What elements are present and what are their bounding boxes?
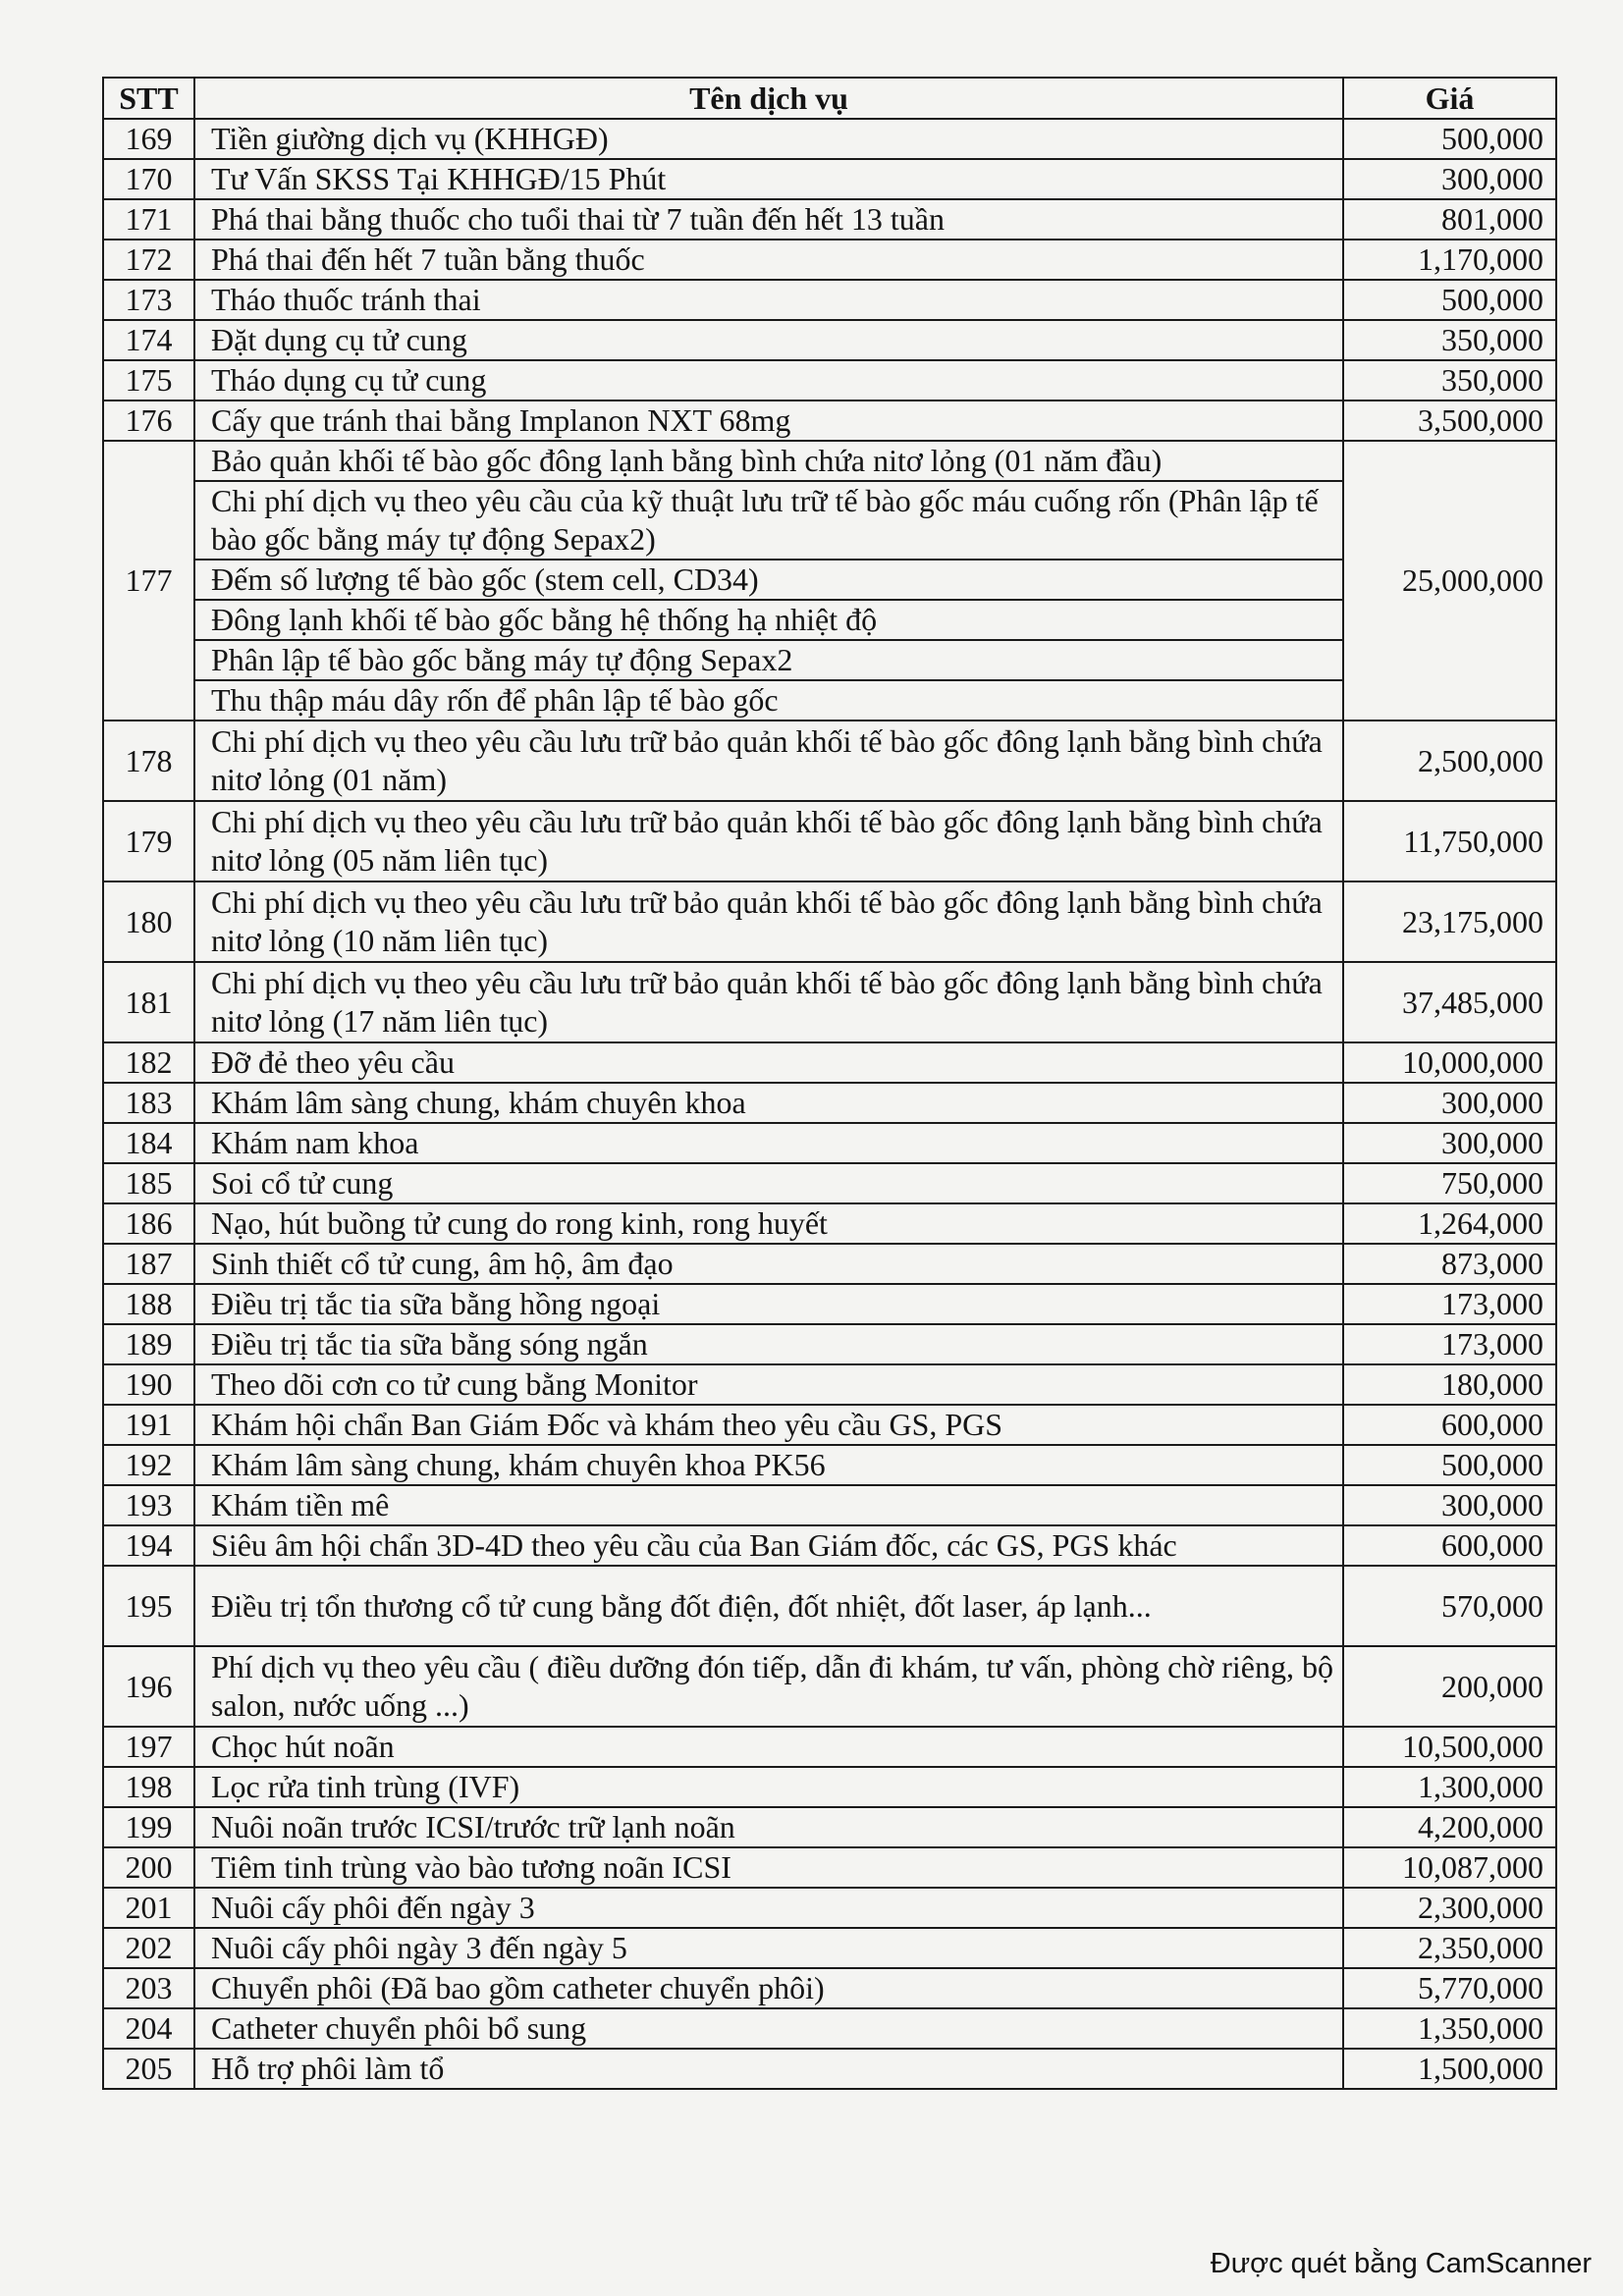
row-stt: 188 xyxy=(103,1284,194,1324)
row-price: 180,000 xyxy=(1343,1364,1556,1405)
scanner-footer: Được quét bằng CamScanner xyxy=(1210,2248,1592,2279)
group-sub-item: Bảo quản khối tế bào gốc đông lạnh bằng bình chứa nitơ lỏng (01 năm đầu) xyxy=(211,443,1163,478)
row-service-name: Khám lâm sàng chung, khám chuyên khoa PK56 xyxy=(194,1445,1343,1485)
row-price: 300,000 xyxy=(1343,1083,1556,1123)
group-sub-item: Đông lạnh khối tế bào gốc bằng hệ thống hạ nhiệt độ xyxy=(195,599,1342,639)
row-stt: 191 xyxy=(103,1405,194,1445)
table-row xyxy=(103,1042,1556,1083)
table-row xyxy=(103,1324,1556,1364)
row-price: 801,000 xyxy=(1343,199,1556,240)
row-price: 173,000 xyxy=(1343,1284,1556,1324)
row-price: 23,175,000 xyxy=(1343,881,1556,962)
row-stt: 205 xyxy=(103,2049,194,2089)
row-service-name: Điều trị tổn thương cổ tử cung bằng đốt điện, đốt nhiệt, đốt laser, áp lạnh... xyxy=(194,1566,1343,1646)
table-row xyxy=(103,1566,1556,1646)
table-row xyxy=(103,881,1556,962)
table-row xyxy=(103,1284,1556,1324)
group-sub-item: Phân lập tế bào gốc bằng máy tự động Sepax2 xyxy=(195,639,1342,679)
row-price: 2,500,000 xyxy=(1343,721,1556,801)
table-row xyxy=(103,1244,1556,1284)
row-service-name: Theo dõi cơn co tử cung bằng Monitor xyxy=(194,1364,1343,1405)
table-row xyxy=(103,1083,1556,1123)
table-row xyxy=(103,1727,1556,1767)
row-service-name: Khám nam khoa xyxy=(194,1123,1343,1163)
row-service-name: Khám hội chẩn Ban Giám Đốc và khám theo yêu cầu GS, PGS xyxy=(194,1405,1343,1445)
row-service-name: Phá thai bằng thuốc cho tuổi thai từ 7 tuần đến hết 13 tuần xyxy=(194,199,1343,240)
table-row xyxy=(103,199,1556,240)
table-row xyxy=(103,1405,1556,1445)
row-service-name: Hỗ trợ phôi làm tổ xyxy=(194,2049,1343,2089)
group-sub-item: Đếm số lượng tế bào gốc (stem cell, CD34) xyxy=(195,559,1342,599)
row-price: 600,000 xyxy=(1343,1525,1556,1566)
table-row xyxy=(103,280,1556,320)
table-row xyxy=(103,801,1556,881)
row-stt: 171 xyxy=(103,199,194,240)
row-service-name: Chi phí dịch vụ theo yêu cầu lưu trữ bảo quản khối tế bào gốc đông lạnh bằng bình chứa nitơ lỏng (17 năm liên tục) xyxy=(194,962,1343,1042)
row-price: 873,000 xyxy=(1343,1244,1556,1284)
row-service-name: Nuôi cấy phôi ngày 3 đến ngày 5 xyxy=(194,1928,1343,1968)
row-stt: 190 xyxy=(103,1364,194,1405)
row-service-name: Đặt dụng cụ tử cung xyxy=(194,320,1343,360)
table-row xyxy=(103,2049,1556,2089)
row-service-name: Phá thai đến hết 7 tuần bằng thuốc xyxy=(194,240,1343,280)
row-stt: 176 xyxy=(103,400,194,441)
row-stt: 197 xyxy=(103,1727,194,1767)
table-row-group-177 xyxy=(103,441,1556,721)
row-price: 1,500,000 xyxy=(1343,2049,1556,2089)
row-stt: 196 xyxy=(103,1646,194,1727)
table-row xyxy=(103,1445,1556,1485)
header-row xyxy=(103,78,1556,119)
table-body xyxy=(103,119,1556,2089)
row-stt: 184 xyxy=(103,1123,194,1163)
row-price: 3,500,000 xyxy=(1343,400,1556,441)
row-price: 10,087,000 xyxy=(1343,1847,1556,1888)
row-stt: 173 xyxy=(103,280,194,320)
row-stt: 179 xyxy=(103,801,194,881)
header-stt: STT xyxy=(103,78,194,119)
row-service-name: Tiêm tinh trùng vào bào tương noãn ICSI xyxy=(194,1847,1343,1888)
row-stt: 199 xyxy=(103,1807,194,1847)
row-service-name: Lọc rửa tinh trùng (IVF) xyxy=(194,1767,1343,1807)
row-stt: 182 xyxy=(103,1042,194,1083)
row-stt: 201 xyxy=(103,1888,194,1928)
row-stt: 204 xyxy=(103,2008,194,2049)
row-stt: 174 xyxy=(103,320,194,360)
row-service-name: Chi phí dịch vụ theo yêu cầu lưu trữ bảo quản khối tế bào gốc đông lạnh bằng bình chứa nitơ lỏng (01 năm) xyxy=(194,721,1343,801)
row-stt: 185 xyxy=(103,1163,194,1203)
table-row xyxy=(103,1203,1556,1244)
table-row xyxy=(103,1646,1556,1727)
table-row xyxy=(103,1485,1556,1525)
group-sub-item: Thu thập máu dây rốn để phân lập tế bào gốc xyxy=(195,679,1342,720)
row-service-name: Siêu âm hội chẩn 3D-4D theo yêu cầu của Ban Giám đốc, các GS, PGS khác xyxy=(194,1525,1343,1566)
row-service-name: Khám lâm sàng chung, khám chuyên khoa xyxy=(194,1083,1343,1123)
table-row xyxy=(103,240,1556,280)
row-stt: 187 xyxy=(103,1244,194,1284)
row-service-name: Điều trị tắc tia sữa bằng hồng ngoại xyxy=(194,1284,1343,1324)
row-stt: 202 xyxy=(103,1928,194,1968)
table-row xyxy=(103,1888,1556,1928)
row-price: 2,350,000 xyxy=(1343,1928,1556,1968)
table-row xyxy=(103,320,1556,360)
row-service-name: Nuôi noãn trước ICSI/trước trữ lạnh noãn xyxy=(194,1807,1343,1847)
row-service-name: Tháo thuốc tránh thai xyxy=(194,280,1343,320)
row-stt: 186 xyxy=(103,1203,194,1244)
row-price: 10,000,000 xyxy=(1343,1042,1556,1083)
row-price: 300,000 xyxy=(1343,159,1556,199)
row-stt: 198 xyxy=(103,1767,194,1807)
table-row xyxy=(103,1847,1556,1888)
table-row xyxy=(103,721,1556,801)
row-stt: 181 xyxy=(103,962,194,1042)
row-stt: 183 xyxy=(103,1083,194,1123)
row-service-name: Chuyển phôi (Đã bao gồm catheter chuyển phôi) xyxy=(194,1968,1343,2008)
row-service-name: Chọc hút noãn xyxy=(194,1727,1343,1767)
table-row xyxy=(103,1364,1556,1405)
table-row xyxy=(103,119,1556,159)
row-price: 200,000 xyxy=(1343,1646,1556,1727)
price-table xyxy=(102,77,1557,2090)
row-price: 570,000 xyxy=(1343,1566,1556,1646)
row-service-name: Chi phí dịch vụ theo yêu cầu lưu trữ bảo quản khối tế bào gốc đông lạnh bằng bình chứa nitơ lỏng (05 năm liên tục) xyxy=(194,801,1343,881)
row-stt: 192 xyxy=(103,1445,194,1485)
row-stt: 172 xyxy=(103,240,194,280)
row-service-name: Cấy que tránh thai bằng Implanon NXT 68mg xyxy=(194,400,1343,441)
row-price: 1,170,000 xyxy=(1343,240,1556,280)
table-row xyxy=(103,360,1556,400)
table-row xyxy=(103,400,1556,441)
row-price: 300,000 xyxy=(1343,1485,1556,1525)
row-service-name: Tư Vấn SKSS Tại KHHGĐ/15 Phút xyxy=(194,159,1343,199)
row-stt: 169 xyxy=(103,119,194,159)
row-service-name: Tháo dụng cụ tử cung xyxy=(194,360,1343,400)
row-price: 2,300,000 xyxy=(1343,1888,1556,1928)
row-price: 5,770,000 xyxy=(1343,1968,1556,2008)
row-price: 1,350,000 xyxy=(1343,2008,1556,2049)
row-price: 300,000 xyxy=(1343,1123,1556,1163)
table-row xyxy=(103,1123,1556,1163)
row-stt: 193 xyxy=(103,1485,194,1525)
group-sub-item: Chi phí dịch vụ theo yêu cầu của kỹ thuật lưu trữ tế bào gốc máu cuống rốn (Phân lập tế bào gốc bằng máy tự động Sepax2) xyxy=(195,480,1342,559)
header-name: Tên dịch vụ xyxy=(194,78,1343,119)
row-stt: 200 xyxy=(103,1847,194,1888)
table-row xyxy=(103,1163,1556,1203)
row-stt: 180 xyxy=(103,881,194,962)
row-stt: 177 xyxy=(103,441,194,721)
table-row xyxy=(103,1968,1556,2008)
row-price: 173,000 xyxy=(1343,1324,1556,1364)
row-service-name: Khám tiền mê xyxy=(194,1485,1343,1525)
row-service-name: Nạo, hút buồng tử cung do rong kinh, rong huyết xyxy=(194,1203,1343,1244)
row-stt: 170 xyxy=(103,159,194,199)
row-service-name: Phí dịch vụ theo yêu cầu ( điều dưỡng đón tiếp, dẫn đi khám, tư vấn, phòng chờ riêng, bộ salon, nước uống ...) xyxy=(194,1646,1343,1727)
row-service-name: Soi cổ tử cung xyxy=(194,1163,1343,1203)
row-stt: 178 xyxy=(103,721,194,801)
row-service-name: Sinh thiết cổ tử cung, âm hộ, âm đạo xyxy=(194,1244,1343,1284)
row-price: 350,000 xyxy=(1343,360,1556,400)
header-price: Giá xyxy=(1343,78,1556,119)
row-price: 500,000 xyxy=(1343,119,1556,159)
table-row xyxy=(103,962,1556,1042)
row-price: 37,485,000 xyxy=(1343,962,1556,1042)
row-price: 500,000 xyxy=(1343,280,1556,320)
row-service-name: Tiền giường dịch vụ (KHHGĐ) xyxy=(194,119,1343,159)
row-price: 1,264,000 xyxy=(1343,1203,1556,1244)
table-row xyxy=(103,1767,1556,1807)
table-row xyxy=(103,2008,1556,2049)
row-service-name-group xyxy=(194,441,1343,721)
table-row xyxy=(103,159,1556,199)
row-stt: 189 xyxy=(103,1324,194,1364)
row-price: 350,000 xyxy=(1343,320,1556,360)
row-price: 750,000 xyxy=(1343,1163,1556,1203)
row-price: 1,300,000 xyxy=(1343,1767,1556,1807)
table-row xyxy=(103,1807,1556,1847)
row-stt: 203 xyxy=(103,1968,194,2008)
row-stt: 195 xyxy=(103,1566,194,1646)
table-row xyxy=(103,1525,1556,1566)
table-row xyxy=(103,1928,1556,1968)
row-service-name: Catheter chuyển phôi bổ sung xyxy=(194,2008,1343,2049)
row-stt: 194 xyxy=(103,1525,194,1566)
row-service-name: Nuôi cấy phôi đến ngày 3 xyxy=(194,1888,1343,1928)
row-service-name: Điều trị tắc tia sữa bằng sóng ngắn xyxy=(194,1324,1343,1364)
row-price: 10,500,000 xyxy=(1343,1727,1556,1767)
row-price: 11,750,000 xyxy=(1343,801,1556,881)
row-price: 500,000 xyxy=(1343,1445,1556,1485)
row-service-name: Chi phí dịch vụ theo yêu cầu lưu trữ bảo quản khối tế bào gốc đông lạnh bằng bình chứa nitơ lỏng (10 năm liên tục) xyxy=(194,881,1343,962)
row-price: 25,000,000 xyxy=(1343,441,1556,721)
row-price: 600,000 xyxy=(1343,1405,1556,1445)
row-stt: 175 xyxy=(103,360,194,400)
row-service-name: Đỡ đẻ theo yêu cầu xyxy=(194,1042,1343,1083)
row-price: 4,200,000 xyxy=(1343,1807,1556,1847)
